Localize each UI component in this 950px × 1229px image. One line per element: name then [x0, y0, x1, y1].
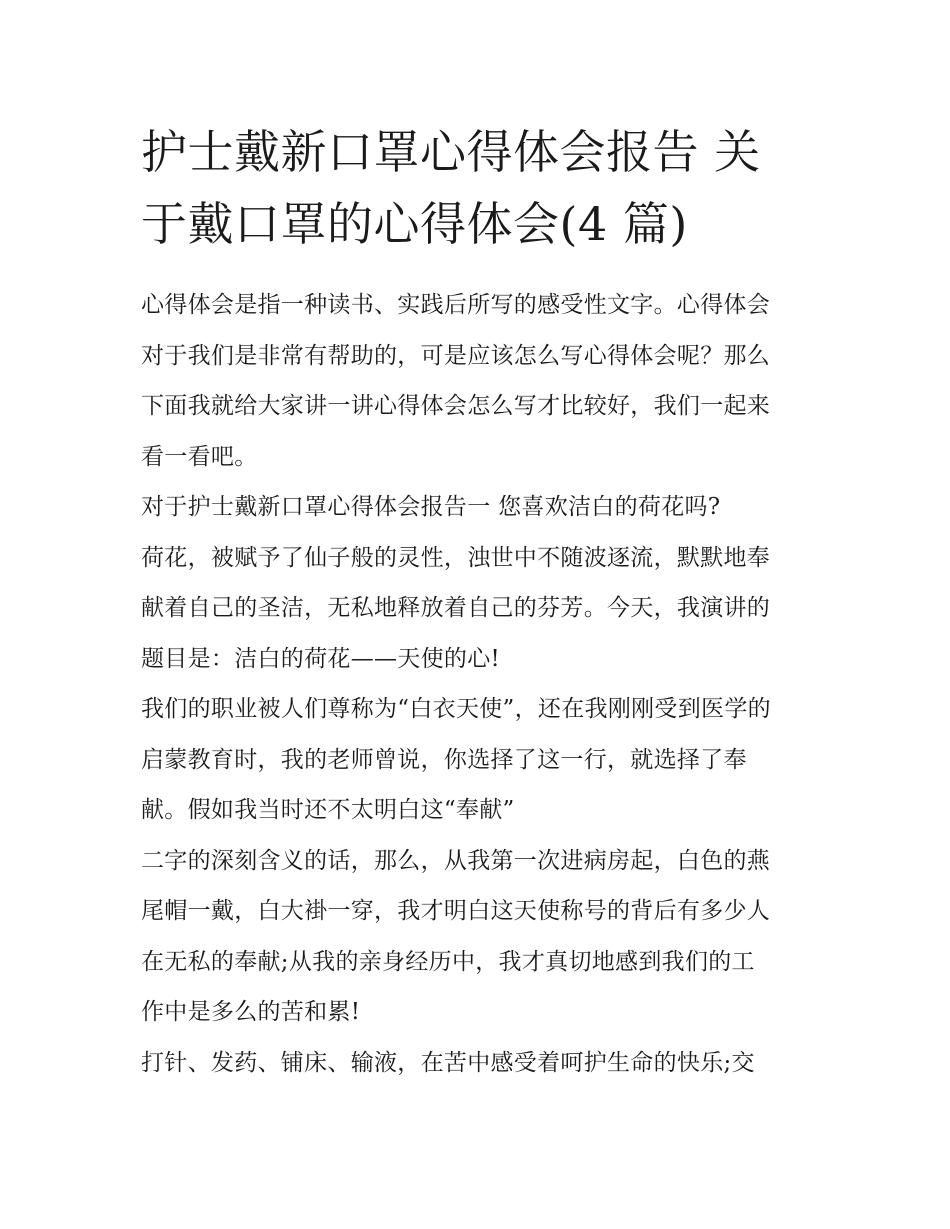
text-line: 打针、发药、铺床、输液，在苦中感受着呵护生命的快乐;交	[141, 1049, 755, 1076]
document-body	[141, 280, 813, 1088]
title-line: 护士戴新口罩心得体会报告 关	[141, 125, 761, 179]
text-line: 心得体会是指一种读书、实践后所写的感受性文字。心得体会	[141, 292, 771, 318]
paragraph-intro	[141, 280, 813, 482]
text-line: 我们的职业被人们尊称为“白衣天使”，还在我刚刚受到医学的	[141, 696, 771, 722]
title-line: 于戴口罩的心得体会(4 篇)	[141, 197, 688, 251]
text-line: 下面我就给大家讲一讲心得体会怎么写才比较好，我们一起来	[141, 393, 771, 419]
paragraph-duties	[141, 1038, 813, 1089]
text-line: 启蒙教育时，我的老师曾说，你选择了这一行，就选择了奉	[141, 746, 747, 773]
text-line: 看一看吧。	[141, 443, 258, 470]
document-title	[141, 116, 813, 260]
text-line: 作中是多么的苦和累!	[141, 999, 361, 1025]
paragraph-ward	[141, 836, 813, 1038]
paragraph-section-heading	[141, 482, 813, 533]
text-line: 献着自己的圣洁，无私地释放着自己的芬芳。今天，我演讲的	[141, 595, 771, 621]
text-line: 题目是：洁白的荷花——天使的心!	[141, 645, 501, 672]
paragraph-lotus	[141, 533, 813, 685]
text-line: 对于护士戴新口罩心得体会报告一 您喜欢洁白的荷花吗?	[141, 494, 721, 520]
text-line: 二字的深刻含义的话，那么，从我第一次进病房起，白色的燕	[141, 847, 771, 874]
text-line: 尾帽一戴，白大褂一穿，我才明白这天使称号的背后有多少人	[141, 898, 771, 924]
text-line: 荷花，被赋予了仙子般的灵性，浊世中不随波逐流，默默地奉	[141, 544, 771, 571]
paragraph-profession	[141, 684, 813, 836]
text-line: 献。假如我当时还不太明白这“奉献”	[141, 797, 515, 823]
text-line: 在无私的奉献;从我的亲身经历中，我才真切地感到我们的工	[141, 948, 755, 975]
text-line: 对于我们是非常有帮助的，可是应该怎么写心得体会呢？那么	[141, 342, 771, 369]
document-content	[141, 116, 813, 1088]
